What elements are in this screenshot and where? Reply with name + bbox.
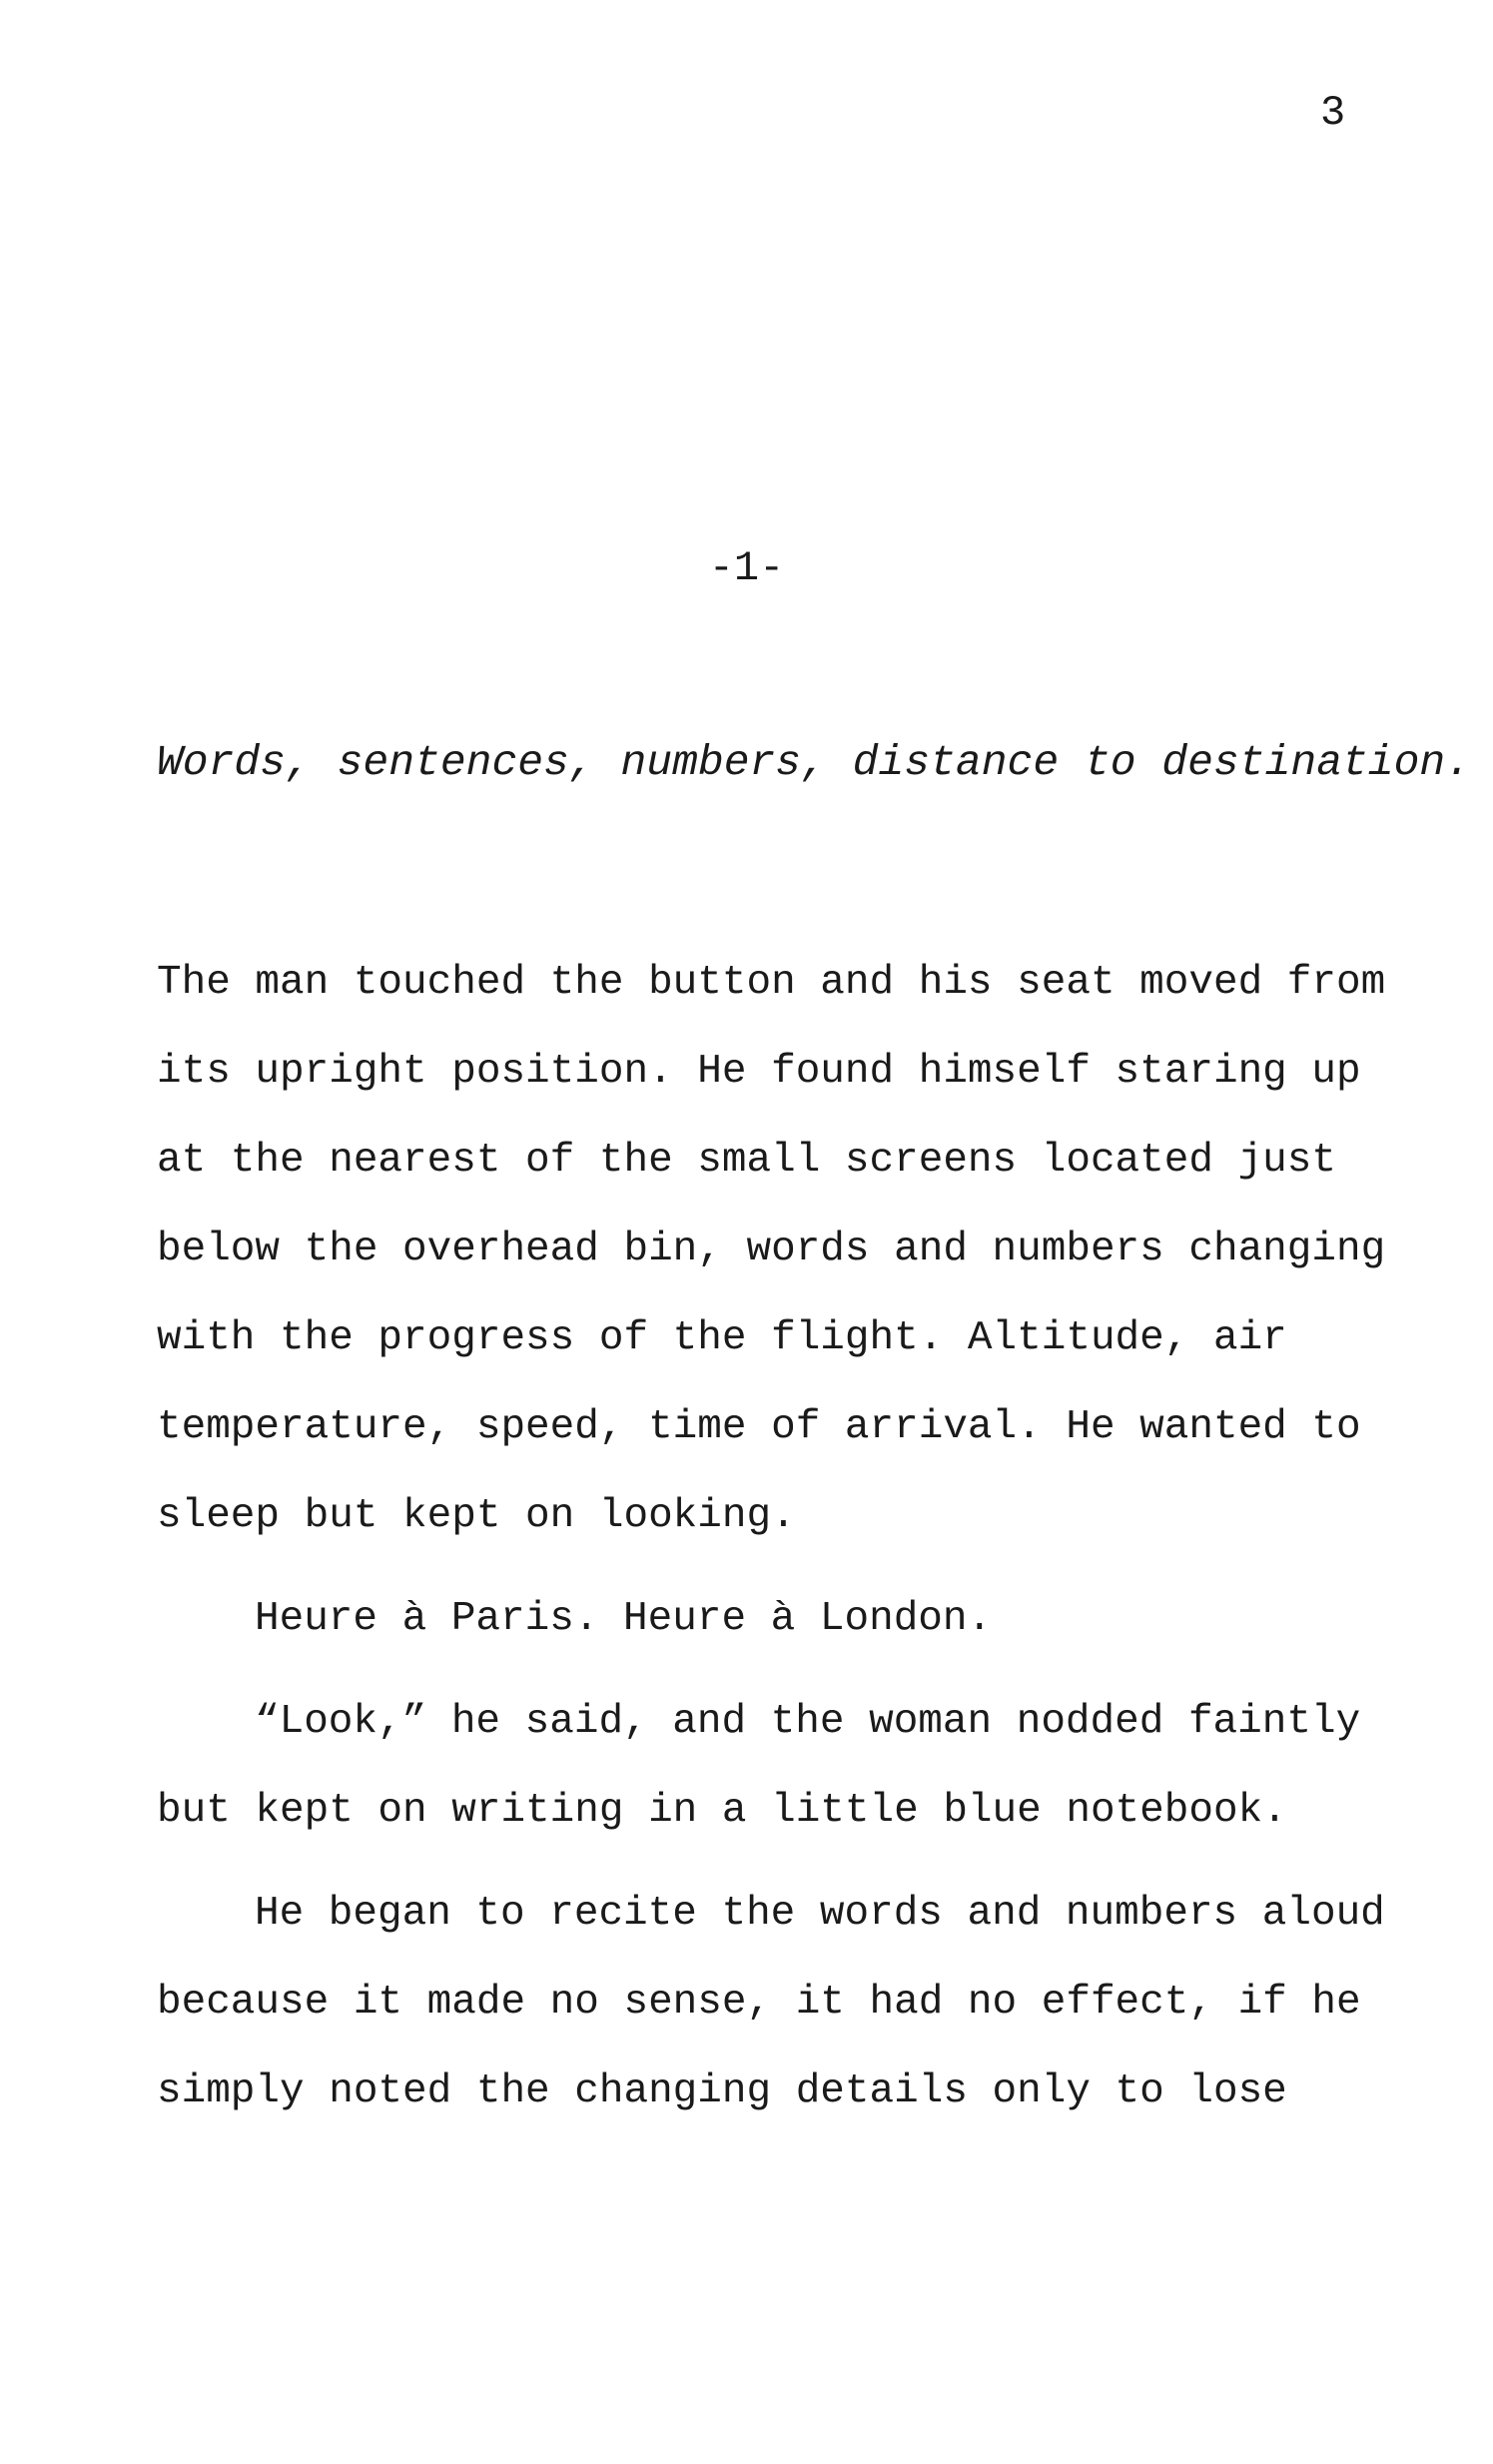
text-line: its upright position. He found himself staring up — [157, 1049, 1361, 1095]
paragraph — [157, 939, 1386, 1561]
text-line: simply noted the changing details only to lose — [157, 2068, 1287, 2114]
text-line: The man touched the button and his seat moved from — [157, 960, 1386, 1006]
text-line: because it made no sense, it had no effect, if he — [157, 1980, 1361, 2026]
paragraph — [157, 1575, 1375, 1664]
page-number: 3 — [1320, 89, 1346, 137]
text-line: but kept on writing in a little blue notebook. — [157, 1788, 1287, 1834]
text-line: with the progress of the flight. Altitude, air — [157, 1315, 1287, 1361]
paragraph — [157, 1870, 1385, 2136]
body-text — [157, 939, 1386, 2136]
text-line: at the nearest of the small screens located just — [157, 1138, 1336, 1184]
paragraph-gap — [157, 1856, 1375, 1870]
epigraph: Words, sentences, numbers, distance to destination. — [157, 738, 1472, 787]
text-line: He began to recite the words and numbers aloud — [255, 1891, 1385, 1937]
text-line: “Look,” he said, and the woman nodded faintly — [255, 1699, 1361, 1745]
text-line: below the overhead bin, words and numbers changing — [157, 1227, 1386, 1272]
text-line: Heure à Paris. Heure à London. — [255, 1596, 993, 1642]
paragraph-gap — [157, 1561, 1375, 1575]
text-line: temperature, speed, time of arrival. He wanted to — [157, 1404, 1361, 1450]
chapter-number: -1- — [708, 544, 785, 592]
paragraph-gap — [157, 1664, 1375, 1678]
paragraph — [157, 1678, 1375, 1856]
text-line: sleep but kept on looking. — [157, 1493, 796, 1539]
